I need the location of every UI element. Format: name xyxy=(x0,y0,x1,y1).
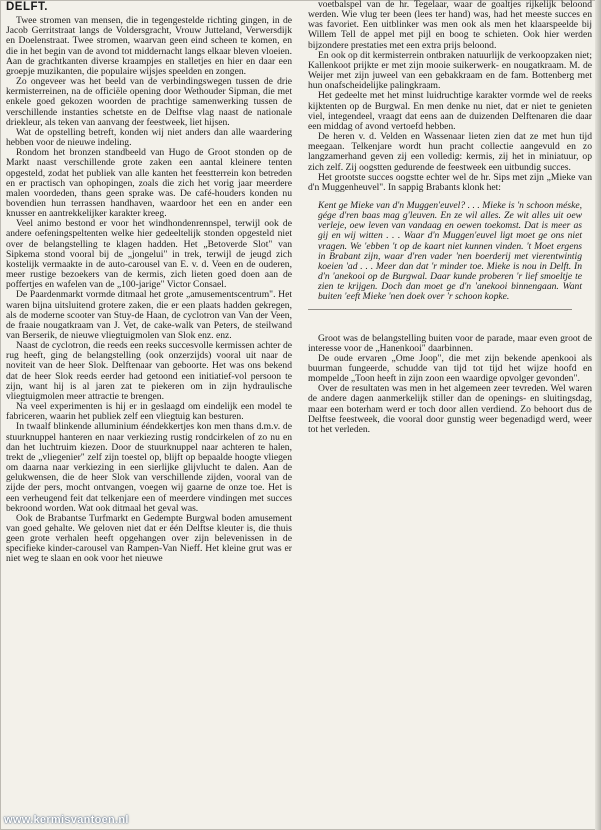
brabants-dialect-quote xyxy=(308,201,592,303)
page-edge-shadow xyxy=(595,0,601,830)
left-column-paragraphs xyxy=(6,16,292,564)
right-column-paragraphs-top xyxy=(308,0,592,193)
article-paragraph: Veel animo bestond er voor het windhondenrennspel, terwijl ook de andere oefeningspeltenten welke hier gedeeltelijk stonden opgesteld niet over de belangstelling te klagen hadden. Het „Betoverde Slot" van Sipkema stond vooral bij de „jongelui" in trek, terwijl de jeugd zich kostelijk vermaakte in de auto-carousel van E. v. d. Veen en de ouderen, meer rustige bezoekers van de kermis, zich lieten goed doen aan de poffertjes en wafelen van de „100-jarige" Victor Consael. xyxy=(6,218,292,291)
article-paragraph: Over de resultaten was men in het algemeen zeer tevreden. Wel waren de andere dagen aanmerkelijk stiller dan de openings- en sluitingsdag, maar een boterham werd er toch door allen verdiend. Zo behoort dus de Delftse feestweek, die vooral door gunstig weer begenadigd werd, weer tot het verleden. xyxy=(308,383,592,435)
quote-paragraph: Kent ge Mieke van d'n Muggen'euvel? . . . Mieke is 'n schoon méske, gége d'ren baas mag g'leuven. En ze wil alles. Ze wit alles uit oew verleje, oew leven van vandaag en oewen toekomst. Dat is meer as gij en wij witten . . . Waar d'n Muggen'euvel ligt moet ge ons niet vragen. We 'ebben 't op de kaart niet kunnen vinden. 't Moet ergens in Brabant zijn, waar d'ren vader 'nen boerderij met vierentwintig koeien 'ad . . . Meer dan dat 'r minder toe. Mieke is nou in Delft. In d'n 'anekooi op de Burgwal. Daar kunde proberen 'r lief smoeltje te zien te krijgen. Doch dan moet ge d'n 'anekooi binnengaan. Want buiten 'eeft Mieke 'nen doek over 'r schoon kopke. xyxy=(318,199,582,303)
article-paragraph: Groot was de belangstelling buiten voor de parade, maar even groot de interesse voor de „Hanenkooi" daarbinnen. xyxy=(308,332,592,354)
article-paragraph: De oude ervaren „Ome Joop", die met zijn bekende apenkooi als buurman fungeerde, schudde van tijd tot tijd het wijze hoofd en mompelde „Toon heeft in zijn zoon een waardige opvolger gevonden". xyxy=(308,352,592,385)
article-paragraph: Na veel experimenten is hij er in geslaagd om eindelijk een model te fabriceren, waarin het publiek zelf een vliegtuig kan besturen. xyxy=(6,401,292,423)
article-paragraph: Twee stromen van mensen, die in tegengestelde richting gingen, in de Jacob Gerritstraat langs de Voldersgracht, Vrouw Jutteland, Verwersdijk en Doelenstraat. Twee stromen, waarvan geen eind scheen te komen, en die in het begin van de avond tot middernacht langs elkaar bleven vloeien. Aan de grachtkanten diverse kraampjes en stalletjes en hier en daar een groepje muzikanten, die populaire wijsjes speelden en zongen. xyxy=(6,15,292,77)
article-paragraph: Rondom het bronzen standbeeld van Hugo de Groot stonden op de Markt naast verschillende grote zaken een aantal kleinere tenten opgesteld, zodat het publiek van alle kanten het feestterrein kon betreden en er practisch van ophopingen, zoals die zich het vorig jaar meerdere malen voordeden, thans geen sprake was. De café-houders konden nu bovendien hun terrassen handhaven, waardoor het een en ander een knusser en aantrekkelijker karakter kreeg. xyxy=(6,147,292,220)
article-paragraph: De heren v. d. Velden en Wassenaar lieten zien dat ze met hun tijd meegaan. Telkenjare wordt hun pracht collectie aangevuld en zo langzamerhand geven zij een volledig: kermis, zij het in miniatuur, op zich zelf. Zij oogstten gedurende de feestweek een uitbundig succes. xyxy=(308,131,592,173)
left-column xyxy=(6,2,292,565)
article-paragraph: Ook de Brabantse Turfmarkt en Gedempte Burgwal boden amusement van goed gehalte. We geloven niet dat er één Delftse kleuter is, die thuis geen grote verhalen heeft opgehangen over zijn belevenissen in de specifieke kinder-carousel van Rampen-Van Nieff. Het kleine grut was er niet weg te slaan en ook voor het nieuwe xyxy=(6,512,292,565)
article-paragraph: Het gedeelte met het minst luidruchtige karakter vormde wel de reeks kijktenten op de Burgwal. En men denke nu niet, dat er niet te genieten viel, integendeel, vraagt dat eens aan de duizenden Delftenaren die daar een middag of avond vertoefd hebben. xyxy=(308,90,592,132)
article-paragraph: De Paardenmarkt vormde ditmaal het grote „amusementscentrum". Het waren bijna uitsluitend grotere zaken, die er een plaats hadden gekregen, als de moderne scooter van Stuy-de Haan, de cyclotron van Van der Veen, de fraaie nougatkraam van J. Vet, de cake-walk van Peters, de steilwand van Berserik, de nieuwe vliegtuigmolen van Slok enz. enz. xyxy=(6,289,292,341)
article-paragraph: In twaalf blinkende alluminium ééndekkertjes kon men thans d.m.v. de stuurknuppel hanteren en naar verkiezing rustig rondcirkelen of zo nu en dan het luchtruim kiezen. Door de stuurknuppel naar achteren te halen, trekt de „vliegenier" zelf zijn toestel op, blijft op bepaalde hoogte vliegen om daarna naar verkiezing in een sierlijke glijvlucht te dalen. Aan de gelukwensen, die de heer Slok van verschillende zijden, vooral van de zijde der pers, mocht ontvangen, voegen wij gaarne de onze toe. Het is een verheugend feit dat telkenjare een of meerdere vindingen met succes bekroond worden. Wat ook ditmaal het geval was. xyxy=(6,421,292,514)
right-column xyxy=(308,0,592,435)
quote-lines xyxy=(318,201,582,303)
article-title: DELFT. xyxy=(6,1,48,13)
article-paragraph: Naast de cyclotron, die reeds een reeks succesvolle kermissen achter de rug heeft, ging de belangstelling (ook onzerzijds) vooral uit naar de noviteit van de heer Slok. Delftenaar van geboorte. Het was ons bekend dat de heer Slok reeds eerder had getoond een initiatief-vol persoon te zijn, want hij is al jaren zat te piekeren om in zijn hydraulische vliegtuigmolen meer attractie te brengen. xyxy=(6,340,292,402)
article-paragraph: Zo ongeveer was het beeld van de verbindingswegen tussen de drie kermisterreinen, na de officiële opening door Wethouder Sipman, die met enkele goed gekozen woorden de prachtige samenwerking tussen de verschillende instanties schetste en de Delftse vlag naast de nationale driekleur, als teken van aanvang der feestweek, liet hijsen. xyxy=(6,76,292,128)
site-watermark: www.kermisvantoen.nl xyxy=(4,814,129,826)
article-paragraph: voetbalspel van de hr. Tegelaar, waar de goaltjes rijkelijk beloond werden. Wie vlug ter been (lees ter hand) was, had het meeste succes en was favoriet. Een uitblinker was men ook als men het klaarspeelde bij Willem Tell de appel met pijl en boog te schieten. Ook hier werden bijzondere prestaties met een extra prijs beloond. xyxy=(308,0,592,51)
article-paragraph: En ook op dit kermisterrein ontbraken natuurlijk de verkoopzaken niet; Kallenkoot prijkte er met zijn mooie suikerwerk- en nougatkraam. M. de Weijer met zijn juweel van een gebakkraam en de fam. Bottenberg met hun onafscheidelijke palingkraam. xyxy=(308,49,592,92)
right-column-paragraphs-bottom xyxy=(308,334,592,436)
article-paragraph: Wat de opstelling betreft, konden wij niet anders dan alle waardering hebben voor de nieuwe indeling. xyxy=(6,126,292,149)
quote-separator xyxy=(308,309,572,310)
article-paragraph: Het grootste succes oogstte echter wel de hr. Sips met zijn „Mieke van d'n Muggenheuvel". In sappig Brabants klonk het: xyxy=(308,171,592,193)
